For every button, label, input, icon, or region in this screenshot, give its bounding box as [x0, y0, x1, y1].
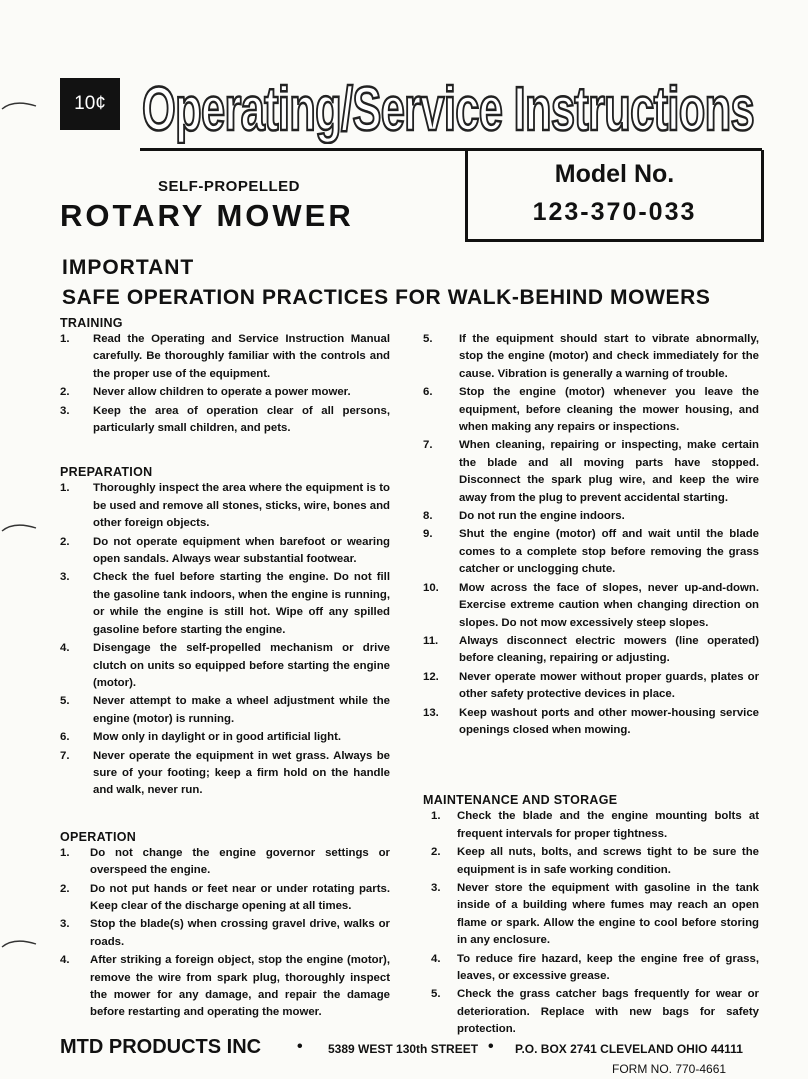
list-item-text: Never operate mower without proper guards, plates or other safety protective devices in place. — [459, 670, 759, 701]
list-item-number: 5. — [423, 333, 433, 345]
list-item — [60, 331, 390, 383]
left-column — [60, 316, 390, 1022]
list-item — [423, 384, 759, 436]
list-item-number: 2. — [431, 846, 441, 859]
scan-mark — [0, 522, 38, 532]
list-item — [60, 480, 390, 532]
list-item-number: 6. — [60, 731, 70, 744]
list-item — [423, 844, 759, 879]
footer-pobox: P.O. BOX 2741 CLEVELAND OHIO 44111 — [515, 1042, 743, 1056]
scan-mark — [0, 938, 38, 948]
list-item-text: Keep the area of operation clear of all persons, particularly small children, and pets. — [93, 404, 390, 435]
list-item-text: Stop the blade(s) when crossing gravel drive, walks or roads. — [90, 918, 390, 948]
list-item-text: Thoroughly inspect the area where the equipment is to be used and remove all stones, sticks, wire, bones and other foreign objects. — [93, 482, 390, 530]
list-item-text: Stop the engine (motor) whenever you leave the equipment, before cleaning the mower housing, and when making any repairs or inspections. — [459, 386, 759, 434]
model-number: 123-370-033 — [532, 198, 697, 226]
list-item-text: Disengage the self-propelled mechanism or drive clutch on units so equipped before starting the engine (motor). — [93, 642, 390, 689]
list-item — [60, 916, 390, 951]
list-item-number: 8. — [423, 510, 433, 523]
list-item-number: 9. — [423, 528, 433, 541]
operation-list-continued — [423, 331, 759, 739]
list-item-text: Never attempt to make a wheel adjustment while the engine (motor) is running. — [93, 695, 390, 725]
banner-title-text: Operating/Service Instructions — [142, 75, 754, 144]
list-item — [423, 986, 759, 1038]
list-item-number: 1. — [60, 482, 70, 495]
list-item-text: Do not put hands or feet near or under rotating parts. Keep clear of the discharge opening at all times. — [90, 882, 390, 912]
list-item-number: 11. — [423, 634, 439, 647]
list-item-number: 1. — [60, 846, 70, 859]
list-item-text: Do not run the engine indoors. — [459, 510, 625, 523]
list-item-number: 2. — [60, 386, 70, 399]
list-item-number: 6. — [423, 386, 433, 399]
list-item — [423, 508, 759, 525]
list-item-number: 4. — [60, 642, 70, 655]
model-box — [465, 150, 764, 242]
list-item — [60, 569, 390, 639]
price-badge: 10¢ — [60, 78, 120, 130]
list-item — [60, 881, 390, 916]
list-item-number: 7. — [423, 439, 433, 452]
banner-title — [138, 60, 758, 144]
list-item — [60, 640, 390, 692]
training-list — [60, 331, 390, 437]
safe-practices-heading: SAFE OPERATION PRACTICES FOR WALK-BEHIND MOWERS — [62, 286, 711, 309]
list-item — [60, 845, 390, 880]
list-item — [423, 669, 759, 704]
list-item — [423, 705, 759, 740]
list-item — [60, 748, 390, 800]
list-item-text: Check the grass catcher bags frequently for wear or deterioration. Replace with new bags for safety protection. — [457, 988, 759, 1036]
list-item-number: 2. — [60, 535, 70, 548]
list-item — [60, 403, 390, 438]
list-item-number: 10. — [423, 581, 439, 594]
list-item-text: To reduce fire hazard, keep the engine free of grass, leaves, or excessive grease. — [457, 952, 759, 982]
list-item — [60, 693, 390, 728]
product-title: ROTARY MOWER — [60, 198, 354, 233]
operation-list — [60, 845, 390, 1022]
list-item-text: After striking a foreign object, stop the engine (motor), remove the wire from spark plug, thoroughly inspect the mower for any damage, and repair the damage before restarting and operating the mower. — [90, 954, 390, 1019]
maintenance-list — [423, 808, 759, 1038]
list-item-number: 5. — [431, 988, 441, 1001]
footer-company: MTD PRODUCTS INC — [60, 1036, 262, 1058]
list-item-text: Mow only in daylight or in good artificial light. — [93, 731, 342, 744]
right-column — [423, 330, 759, 1039]
list-item-text: Check the blade and the engine mounting bolts at frequent intervals for proper tightness. — [457, 810, 759, 840]
list-item — [60, 729, 390, 746]
list-item-text: Never operate the equipment in wet grass. Always be sure of your footing; keep a firm hold on the handle and walk, never run. — [93, 749, 390, 797]
preparation-heading: PREPARATION — [60, 465, 153, 480]
list-item-number: 2. — [60, 882, 70, 895]
list-item-text: If the equipment should start to vibrate abnormally, stop the engine (motor) and check immediately for the cause. Vibration is generally a warning of trouble. — [459, 333, 759, 380]
list-item-number: 4. — [431, 952, 441, 965]
list-item-number: 1. — [60, 333, 70, 345]
list-item-text: Shut the engine (motor) off and wait until the blade comes to a complete stop before removing the grass catcher or unclogging chute. — [459, 528, 759, 576]
list-item-text: Never store the equipment with gasoline in the tank inside of a building where fumes may reach an open flame or spark. Allow the engine to cool before storing in any enclosure. — [457, 881, 759, 947]
list-item-text: Read the Operating and Service Instruction Manual carefully. Be thoroughly familiar with the controls and the proper use of the equipment. — [93, 333, 390, 380]
list-item-number: 13. — [423, 706, 439, 719]
model-label: Model No. — [554, 160, 675, 188]
list-item — [60, 384, 390, 401]
training-heading: TRAINING — [60, 316, 123, 330]
list-item — [423, 808, 759, 843]
list-item-number: 5. — [60, 695, 70, 708]
list-item-text: Keep washout ports and other mower-housing service openings closed when mowing. — [459, 706, 759, 736]
list-item-number: 3. — [60, 404, 70, 417]
scan-mark — [0, 100, 38, 110]
form-number: FORM NO. 770-4661 — [612, 1062, 727, 1076]
list-item-number: 3. — [431, 881, 441, 894]
preparation-list — [60, 480, 390, 799]
list-item — [423, 331, 759, 383]
list-item-text: Never allow children to operate a power mower. — [93, 386, 351, 399]
list-item — [423, 526, 759, 578]
list-item — [423, 633, 759, 668]
list-item — [423, 880, 759, 950]
operation-heading: OPERATION — [60, 829, 137, 844]
list-item-number: 12. — [423, 670, 439, 683]
list-item-text: Do not operate equipment when barefoot or wearing open sandals. Always wear substantial footwear. — [93, 535, 390, 566]
list-item-text: Do not change the engine governor settings or overspeed the engine. — [90, 846, 390, 877]
list-item-text: Always disconnect electric mowers (line operated) before cleaning, repairing or adjusting. — [459, 634, 759, 665]
footer-street: 5389 WEST 130th STREET — [328, 1042, 479, 1056]
list-item-number: 7. — [60, 749, 70, 762]
list-item-text: When cleaning, repairing or inspecting, make certain the blade and all moving parts have stopped. Disconnect the spark plug wire, and keep the wire away from the plug to prevent accidental starting. — [459, 439, 759, 504]
important-heading: IMPORTANT — [62, 256, 195, 279]
list-item-text: Mow across the face of slopes, never up-and-down. Exercise extreme caution when changing direction on slopes. Do not mow excessively steep slopes. — [459, 581, 759, 629]
list-item — [423, 437, 759, 507]
list-item-number: 4. — [60, 954, 70, 967]
list-item-text: Keep all nuts, bolts, and screws tight to be sure the equipment is in safe working condition. — [457, 846, 759, 876]
product-subtitle: SELF-PROPELLED — [158, 178, 301, 195]
list-item — [423, 580, 759, 632]
maintenance-heading: MAINTENANCE AND STORAGE — [423, 793, 618, 808]
list-item — [423, 951, 759, 986]
list-item-number: 1. — [431, 810, 441, 823]
list-item — [60, 534, 390, 569]
footer-bullet: • — [297, 1038, 303, 1055]
list-item — [60, 952, 390, 1022]
list-item-text: Check the fuel before starting the engine. Do not fill the gasoline tank indoors, when the engine is running, or while the engine is still hot. Wipe off any spilled gasoline before starting the engine. — [93, 571, 390, 636]
footer-bullet: • — [488, 1038, 494, 1055]
list-item-number: 3. — [60, 571, 70, 584]
list-item-number: 3. — [60, 918, 70, 931]
